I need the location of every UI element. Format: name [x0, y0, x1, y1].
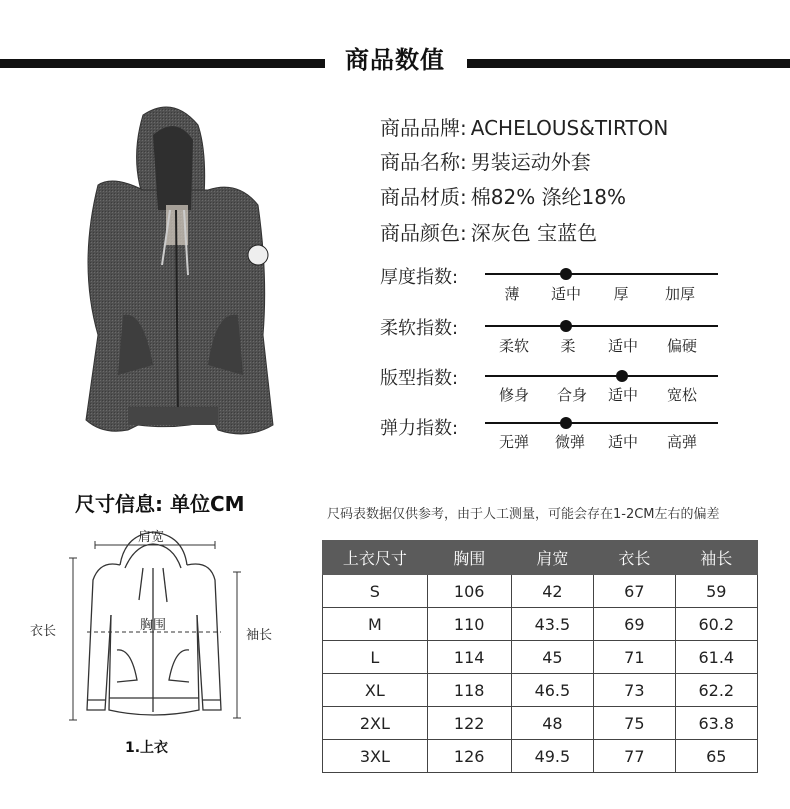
- index-label-thickness: 厚度指数:: [380, 267, 459, 288]
- index-tick: 柔软: [498, 337, 529, 355]
- spec-color-value: 深灰色 宝蓝色: [470, 221, 598, 245]
- table-cell: 3XL: [323, 740, 428, 773]
- table-cell: 106: [427, 575, 511, 608]
- table-row: [323, 674, 758, 707]
- table-cell: 45: [511, 641, 593, 674]
- table-row: [323, 707, 758, 740]
- index-label-elasticity: 弹力指数:: [380, 418, 459, 439]
- table-cell: 69: [594, 608, 676, 641]
- index-label-fit: 版型指数:: [380, 368, 459, 389]
- col-header: 衣长: [594, 541, 676, 575]
- index-tick: 适中: [607, 337, 638, 355]
- table-cell: 75: [594, 707, 676, 740]
- index-label-softness: 柔软指数:: [380, 318, 459, 339]
- table-cell: 42: [511, 575, 593, 608]
- table-cell: 46.5: [511, 674, 593, 707]
- table-cell: 48: [511, 707, 593, 740]
- col-header: 胸围: [427, 541, 511, 575]
- index-tick: 薄: [504, 285, 520, 303]
- table-cell: 77: [594, 740, 676, 773]
- index-tick: 偏硬: [666, 337, 697, 355]
- index-marker-softness: [560, 320, 572, 332]
- index-tick: 厚: [613, 285, 629, 303]
- col-header: 袖长: [675, 541, 757, 575]
- table-cell: 73: [594, 674, 676, 707]
- table-cell: 122: [427, 707, 511, 740]
- index-tick: 修身: [498, 386, 529, 404]
- spec-color: [380, 217, 597, 246]
- header-rule-right: [467, 59, 790, 68]
- table-cell: 63.8: [675, 707, 757, 740]
- table-cell: 126: [427, 740, 511, 773]
- spec-name: [380, 146, 591, 175]
- table-cell: 118: [427, 674, 511, 707]
- index-marker-thickness: [560, 268, 572, 280]
- size-info-title: 尺寸信息: 单位CM: [75, 492, 245, 516]
- spec-material-value: 棉82% 涤纶18%: [470, 185, 627, 209]
- table-cell: 49.5: [511, 740, 593, 773]
- index-tick: 无弹: [498, 433, 529, 451]
- table-cell: XL: [323, 674, 428, 707]
- index-tick: 适中: [550, 285, 581, 303]
- index-track-elasticity: [485, 422, 718, 424]
- index-tick: 合身: [556, 386, 587, 404]
- table-cell: M: [323, 608, 428, 641]
- table-cell: 62.2: [675, 674, 757, 707]
- index-tick: 柔: [560, 337, 576, 355]
- table-row: [323, 575, 758, 608]
- table-cell: 110: [427, 608, 511, 641]
- index-track-thickness: [485, 273, 718, 275]
- table-row: [323, 608, 758, 641]
- spec-brand: [380, 112, 668, 141]
- table-cell: 114: [427, 641, 511, 674]
- spec-material: [380, 181, 626, 210]
- index-tick: 适中: [607, 433, 638, 451]
- table-cell: 43.5: [511, 608, 593, 641]
- index-marker-fit: [616, 370, 628, 382]
- spec-name-value: 男装运动外套: [470, 150, 591, 174]
- col-header: 上衣尺寸: [323, 541, 428, 575]
- index-track-fit: [485, 375, 718, 377]
- dim-label-sleeve: 袖长: [246, 628, 273, 643]
- size-table: [322, 540, 758, 773]
- dim-label-chest: 胸围: [140, 618, 167, 633]
- col-header: 肩宽: [511, 541, 593, 575]
- spec-name-key: 商品名称:: [380, 150, 467, 174]
- index-tick: 适中: [607, 386, 638, 404]
- dim-label-shoulder: 肩宽: [138, 530, 165, 545]
- index-tick: 加厚: [664, 285, 695, 303]
- table-cell: 71: [594, 641, 676, 674]
- spec-color-key: 商品颜色:: [380, 221, 467, 245]
- index-tick: 微弹: [554, 433, 585, 451]
- table-cell: 67: [594, 575, 676, 608]
- index-track-softness: [485, 325, 718, 327]
- page-title: 商品数值: [345, 46, 445, 74]
- index-tick: 宽松: [666, 386, 697, 404]
- index-tick: 高弹: [666, 433, 697, 451]
- table-header-row: [323, 541, 758, 575]
- spec-material-key: 商品材质:: [380, 185, 467, 209]
- table-row: [323, 641, 758, 674]
- table-cell: 65: [675, 740, 757, 773]
- table-row: [323, 740, 758, 773]
- table-cell: 59: [675, 575, 757, 608]
- sketch-caption: 1.上衣: [125, 740, 169, 756]
- index-marker-elasticity: [560, 417, 572, 429]
- table-cell: 61.4: [675, 641, 757, 674]
- table-cell: L: [323, 641, 428, 674]
- spec-brand-key: 商品品牌:: [380, 116, 467, 140]
- table-cell: 2XL: [323, 707, 428, 740]
- spec-brand-value: ACHELOUS&TIRTON: [470, 116, 669, 140]
- table-cell: S: [323, 575, 428, 608]
- table-cell: 60.2: [675, 608, 757, 641]
- product-photo: [58, 95, 288, 445]
- dim-label-length: 衣长: [30, 624, 57, 639]
- size-info-note: 尺码表数据仅供参考，由于人工测量，可能会存在1-2CM左右的偏差: [327, 507, 720, 522]
